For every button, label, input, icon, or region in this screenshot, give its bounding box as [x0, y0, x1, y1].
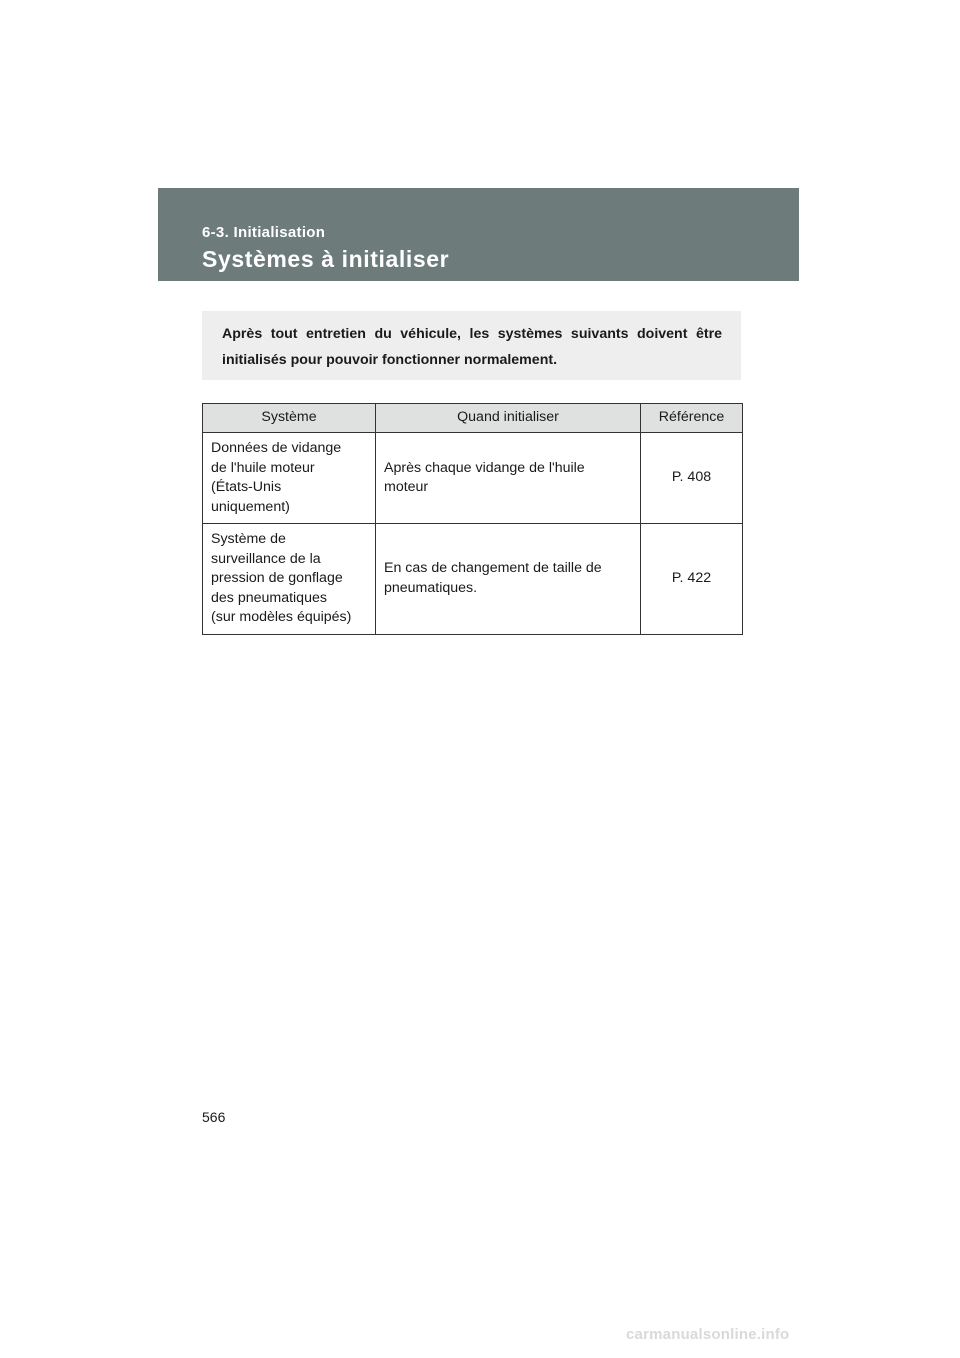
cell-reference: P. 408 [641, 433, 743, 524]
cell-line: de l'huile moteur [211, 459, 315, 476]
cell-line: pneumatiques. [384, 579, 478, 596]
cell-system [203, 433, 376, 524]
column-header-system: Système [203, 404, 376, 433]
cell-line: (États-Unis [211, 479, 282, 495]
column-header-reference: Référence [641, 404, 743, 433]
cell-system [203, 524, 376, 635]
cell-line: Données de vidange [211, 440, 342, 456]
page-title: Systèmes à initialiser [202, 246, 450, 272]
cell-line: pression de gonflage [211, 570, 343, 586]
cell-line: surveillance de la [211, 550, 321, 567]
cell-when [376, 524, 641, 635]
cell-line: uniquement) [211, 498, 290, 515]
table-row [203, 524, 743, 635]
intro-box [202, 311, 741, 380]
cell-line: Système de [211, 531, 286, 547]
cell-reference: P. 422 [641, 524, 743, 635]
cell-line: moteur [384, 479, 429, 495]
systems-table [202, 403, 743, 635]
table-row [203, 433, 743, 524]
cell-line: Après chaque vidange de l'huile [384, 459, 585, 476]
cell-line: En cas de changement de taille de [384, 560, 602, 577]
watermark: carmanualsonline.info [626, 1326, 790, 1343]
cell-when [376, 433, 641, 524]
intro-text: Après tout entretien du véhicule, les systèmes suivants doivent être initialisés pour pouvoir fonctionner normalement. [222, 326, 722, 368]
section-label: 6-3. Initialisation [202, 224, 326, 241]
cell-line: (sur modèles équipés) [211, 609, 352, 625]
column-header-when: Quand initialiser [376, 404, 641, 433]
cell-line: des pneumatiques [211, 589, 327, 606]
table-header-row [203, 404, 743, 433]
page-number: 566 [202, 1109, 226, 1125]
